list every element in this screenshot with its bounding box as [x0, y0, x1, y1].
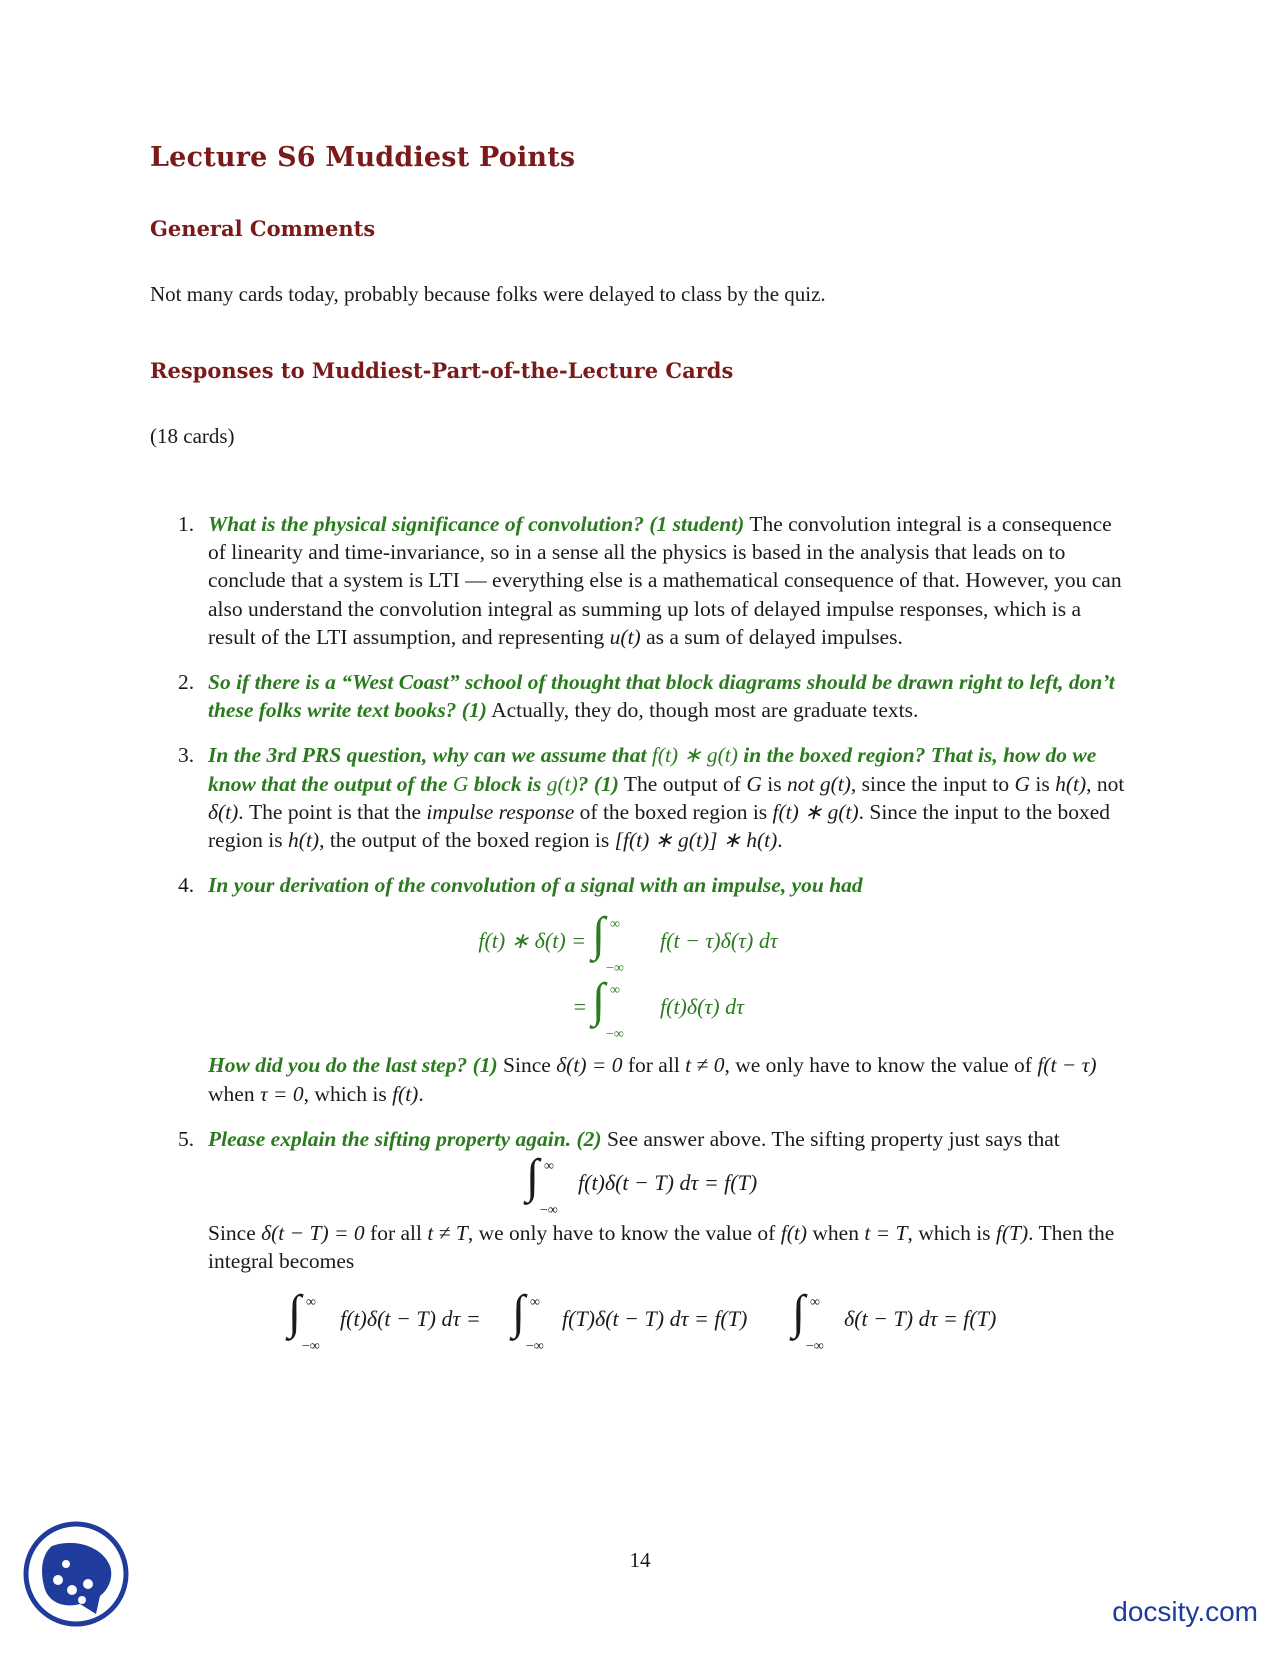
integral-sign: ∫ [512, 1286, 526, 1340]
question-text: in the boxed region? That is, how do we know that the output of the [208, 743, 1097, 796]
equation-lhs: = [573, 994, 586, 1020]
answer-text: . [777, 828, 783, 853]
question-text: In your derivation of the convolution of a signal with an impulse, you had [208, 873, 863, 898]
card-count: (18 cards) [150, 424, 235, 448]
list-item [150, 668, 1130, 724]
math-inline: t ≠ T [427, 1221, 468, 1246]
answer-text: for all [622, 1053, 686, 1078]
equation-body: f(t)δ(τ) dτ [660, 994, 745, 1020]
equation-body: f(t − τ)δ(τ) dτ [660, 928, 778, 954]
answer-text: , since the input to [850, 771, 1015, 796]
integral-chain-equation [150, 1286, 1130, 1355]
math-inline: t = T [864, 1221, 908, 1246]
answer-text: , which is [303, 1081, 393, 1106]
question-text: What is the physical significance of convolution? (1 student) [208, 512, 745, 536]
math-inline: h(t) [288, 828, 320, 853]
answer-text: is [1030, 771, 1056, 796]
list-item [150, 871, 1130, 1108]
emphasis-text: not [786, 771, 815, 796]
math-inline: t ≠ 0 [685, 1053, 725, 1078]
math-inline: G [1014, 771, 1031, 796]
brand-watermark[interactable]: docsity.com [1112, 1596, 1258, 1627]
math-inline: f(t) ∗ g(t) [651, 743, 738, 768]
answer-text: of the boxed region is [574, 799, 773, 824]
answer-text: as a sum of delayed impulses. [640, 624, 903, 649]
math-inline: f(t − τ) [1037, 1053, 1097, 1078]
integral-sign: ∫ [592, 974, 606, 1028]
page-title: Lecture S6 Muddiest Points [150, 142, 576, 173]
integral-sign: ∫ [592, 908, 606, 962]
question-text: ? (1) [577, 771, 619, 796]
item-number: 2. [178, 670, 195, 695]
answer-text: . The point is that the [238, 799, 427, 824]
integral-lower-limit: −∞ [806, 1339, 824, 1355]
answer-text: when [807, 1221, 865, 1246]
equation-line-2 [208, 974, 1130, 1043]
math-inline: g(t) [819, 771, 851, 796]
list-item [150, 1125, 1130, 1355]
item-number: 5. [178, 1126, 195, 1151]
answer-text: , the output of the boxed region is [319, 828, 615, 853]
emphasis-text: impulse response [426, 799, 575, 824]
integral-lower-limit: −∞ [606, 961, 624, 977]
answer-text: for all [364, 1221, 428, 1246]
answer-text: , which is [907, 1221, 996, 1246]
page-number: 14 [629, 1548, 651, 1572]
math-inline: G [746, 771, 762, 796]
equation-body: f(T)δ(t − T) dτ = f(T) [562, 1306, 748, 1332]
math-inline: δ(t) = 0 [556, 1053, 623, 1078]
math-inline: f(t) [780, 1221, 807, 1246]
general-comments-text: Not many cards today, probably because folks were delayed to class by the quiz. [150, 282, 826, 306]
math-inline: h(t) [1055, 771, 1087, 796]
question-text: In the 3rd PRS question, why can we assume that [208, 743, 652, 768]
equation-body: f(t)δ(t − T) dτ = f(T) [578, 1170, 758, 1196]
answer-text: The convolution integral is a consequence of linearity and time-invariance, so in a sense all the physics is based in the analysis that leads on to conclude that a system is LTI — everything else is a mathematical consequence of that. However, you can also understand the convolution integral as summing up lots of delayed impulse responses, which is a result of the LTI assumption, and representing [208, 512, 1122, 649]
answer-text: , we only have to know the value of [724, 1053, 1038, 1078]
sifting-explanation [208, 1219, 1130, 1275]
answer-text: Actually, they do, though most are graduate texts. [486, 698, 919, 723]
integral-upper-limit: ∞ [306, 1295, 316, 1311]
list-item [150, 510, 1130, 651]
list-item [150, 741, 1130, 854]
equation-line-1 [208, 908, 1130, 977]
integral-lower-limit: −∞ [302, 1339, 320, 1355]
integral-lower-limit: −∞ [526, 1339, 544, 1355]
responses-list [150, 510, 1130, 1362]
answer-text: , we only have to know the value of [467, 1221, 781, 1246]
answer-text: See answer above. The sifting property just says that [601, 1126, 1060, 1151]
sifting-equation [208, 1150, 1130, 1219]
math-inline: δ(t − T) = 0 [261, 1221, 365, 1246]
question-text: Please explain the sifting property again. (2) [208, 1126, 602, 1151]
item-number: 4. [178, 873, 195, 898]
section-heading-general: General Comments [150, 216, 376, 241]
integral-upper-limit: ∞ [530, 1295, 540, 1311]
integral-sign: ∫ [288, 1286, 302, 1340]
math-inline: δ(t) [208, 799, 239, 824]
section-heading-responses: Responses to Muddiest-Part-of-the-Lecture Cards [150, 358, 734, 383]
math-inline: G [452, 771, 469, 796]
answer-text: , not [1086, 771, 1125, 796]
equation-body: δ(t − T) dτ = f(T) [844, 1306, 997, 1332]
equation-lhs: f(t) ∗ δ(t) = [478, 928, 586, 954]
integral-sign: ∫ [526, 1150, 540, 1204]
integral-sign: ∫ [792, 1286, 806, 1340]
answer-text: . Since the input to the boxed region is [208, 799, 1111, 853]
item-number: 1. [178, 512, 195, 536]
math-inline: f(t) [392, 1081, 419, 1106]
item-number: 3. [178, 743, 195, 768]
integral-lower-limit: −∞ [540, 1203, 558, 1219]
answer-text: . Then the integral becomes [208, 1221, 1115, 1274]
answer-text: is [761, 771, 787, 796]
math-inline: u(t) [609, 624, 641, 649]
integral-upper-limit: ∞ [544, 1159, 554, 1175]
integral-upper-limit: ∞ [610, 983, 620, 999]
math-inline: [f(t) ∗ g(t)] ∗ h(t) [614, 828, 778, 853]
math-inline: g(t) [546, 771, 578, 796]
answer-text: Since [208, 1221, 262, 1246]
answer-text: . [418, 1081, 424, 1106]
math-inline: f(T) [995, 1221, 1029, 1246]
integral-upper-limit: ∞ [610, 917, 620, 933]
question-text: block is [468, 771, 547, 796]
question-text: How did you do the last step? (1) [208, 1053, 498, 1078]
answer-text: Since [497, 1053, 557, 1078]
integral-lower-limit: −∞ [606, 1027, 624, 1043]
equation-body: f(t)δ(t − T) dτ = [340, 1306, 481, 1332]
docsity-logo-icon [22, 1520, 130, 1628]
integral-upper-limit: ∞ [810, 1295, 820, 1311]
math-inline: f(t) ∗ g(t) [772, 799, 859, 824]
math-inline: τ = 0 [259, 1081, 304, 1106]
answer-text: The output of [618, 771, 747, 796]
answer-text: when [208, 1081, 260, 1106]
question-text: So if there is a “West Coast” school of thought that block diagrams should be drawn right to left, don’t these folks write text books? (1) [208, 670, 1115, 723]
